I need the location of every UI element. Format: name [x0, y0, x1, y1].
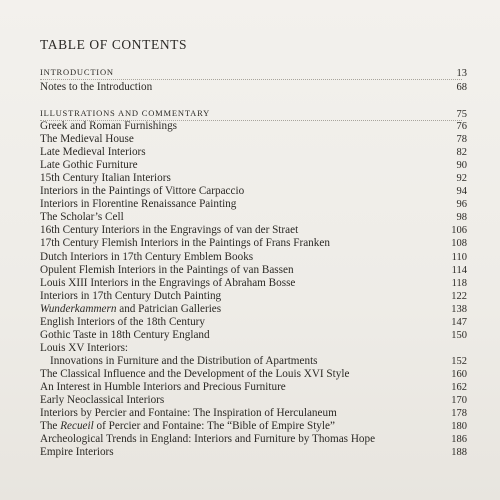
toc-entry [40, 420, 335, 432]
entry-text: The Medieval House [40, 133, 134, 146]
toc-entry [40, 342, 128, 354]
toc-entry [40, 290, 221, 302]
entry-text: Louis XV Interiors: [40, 341, 129, 354]
toc-entry [40, 433, 375, 445]
entry-text: Archeological Trends in England: Interiors and Furniture by Thomas Hope [40, 433, 376, 446]
toc-entry [40, 251, 253, 263]
toc-entry [40, 368, 349, 380]
page-number: 178 [451, 408, 467, 420]
page-number: 186 [451, 434, 467, 446]
entry-text: Late Medieval Interiors [40, 146, 146, 159]
entry-text: Interiors in 17th Century Dutch Painting [40, 289, 222, 302]
entry-text: Interiors in Florentine Renaissance Painting [40, 198, 237, 211]
toc-entry [40, 224, 298, 236]
toc-entry [40, 316, 205, 328]
toc-entry [40, 185, 244, 197]
page-number: 170 [451, 395, 467, 407]
page-number: 180 [451, 421, 467, 433]
page-number: 188 [451, 447, 467, 459]
entry-text: and Patrician Galleries [116, 302, 222, 315]
dotted-rule [40, 79, 462, 80]
page-number: 90 [456, 160, 467, 172]
entry-text: Opulent Flemish Interiors in the Paintings of van Bassen [40, 263, 294, 276]
page-number: 68 [456, 82, 467, 93]
toc-entry [40, 446, 114, 458]
page-number: 110 [451, 251, 467, 263]
page-number: 147 [451, 316, 467, 328]
toc-entry [40, 394, 164, 406]
page-number: 150 [451, 329, 467, 341]
page-number: 78 [456, 134, 467, 146]
entry-text: 16th Century Interiors in the Engravings of van der Straet [40, 224, 299, 237]
page-number: 106 [451, 225, 467, 237]
toc-entry [40, 172, 171, 184]
page-number: 76 [456, 121, 467, 132]
toc-entry [40, 277, 295, 289]
toc-entry [40, 159, 138, 171]
toc-entry [40, 120, 177, 132]
entry-text: The [40, 420, 61, 433]
page-number: 75 [456, 109, 467, 120]
toc-entry [40, 237, 330, 249]
toc-entry [40, 381, 286, 393]
entry-text: of Percier and Fontaine: The “Bible of Empire Style” [93, 420, 335, 433]
toc-entry [40, 198, 236, 210]
page-number: 122 [451, 290, 467, 302]
page-number: 114 [451, 264, 467, 276]
entry-italic-text: Wunderkammern [40, 302, 117, 315]
entry-text: 17th Century Flemish Interiors in the Paintings of Frans Franken [40, 237, 330, 250]
entry-text: Innovations in Furniture and the Distribution of Apartments [50, 354, 318, 367]
entry-text: Gothic Taste in 18th Century England [40, 328, 210, 341]
page-number: 162 [451, 382, 467, 393]
toc-entry [40, 211, 124, 223]
entry-text: The Classical Influence and the Development of the Louis XVI Style [40, 367, 350, 380]
page-number: 152 [451, 355, 467, 367]
entry-italic-text: Recueil [60, 420, 94, 433]
entry-text: Empire Interiors [40, 446, 114, 459]
page-number: 138 [451, 303, 467, 315]
page-number: 118 [451, 277, 467, 289]
page-number: 82 [456, 147, 467, 159]
toc-entry [40, 303, 221, 315]
entry-text: Dutch Interiors in 17th Century Emblem Books [40, 250, 254, 263]
page-title: TABLE OF CONTENTS [40, 37, 188, 52]
section-label-introduction: INTRODUCTION [40, 67, 114, 77]
page-number: 108 [451, 238, 467, 250]
page-number: 98 [456, 212, 467, 224]
section-label-illustrations: ILLUSTRATIONS AND COMMENTARY [40, 108, 211, 118]
page-number: 96 [456, 199, 467, 211]
page-number: 92 [456, 173, 467, 185]
entry-text: Late Gothic Furniture [40, 159, 138, 172]
toc-entry: Notes to the Introduction [40, 81, 153, 93]
toc-entry [40, 133, 134, 145]
entry-text: Greek and Roman Furnishings [40, 120, 178, 132]
toc-entry [50, 355, 318, 367]
entry-text: Early Neoclassical Interiors [40, 394, 165, 407]
entry-text: Interiors in the Paintings of Vittore Carpaccio [40, 185, 245, 198]
toc-entry [40, 264, 294, 276]
entry-text: Interiors by Percier and Fontaine: The Inspiration of Herculaneum [40, 407, 337, 420]
toc-entry [40, 146, 146, 158]
toc-entry [40, 329, 210, 341]
entry-text: Louis XIII Interiors in the Engravings of Abraham Bosse [40, 276, 296, 289]
entry-text: 15th Century Italian Interiors [40, 172, 171, 185]
entry-text: An Interest in Humble Interiors and Precious Furniture [40, 381, 286, 393]
entry-text: The Scholar’s Cell [40, 211, 124, 224]
page-number: 13 [456, 68, 467, 79]
entry-text: English Interiors of the 18th Century [40, 315, 205, 328]
toc-entry [40, 407, 337, 419]
page-number: 94 [456, 186, 467, 198]
page-number: 160 [451, 368, 467, 380]
